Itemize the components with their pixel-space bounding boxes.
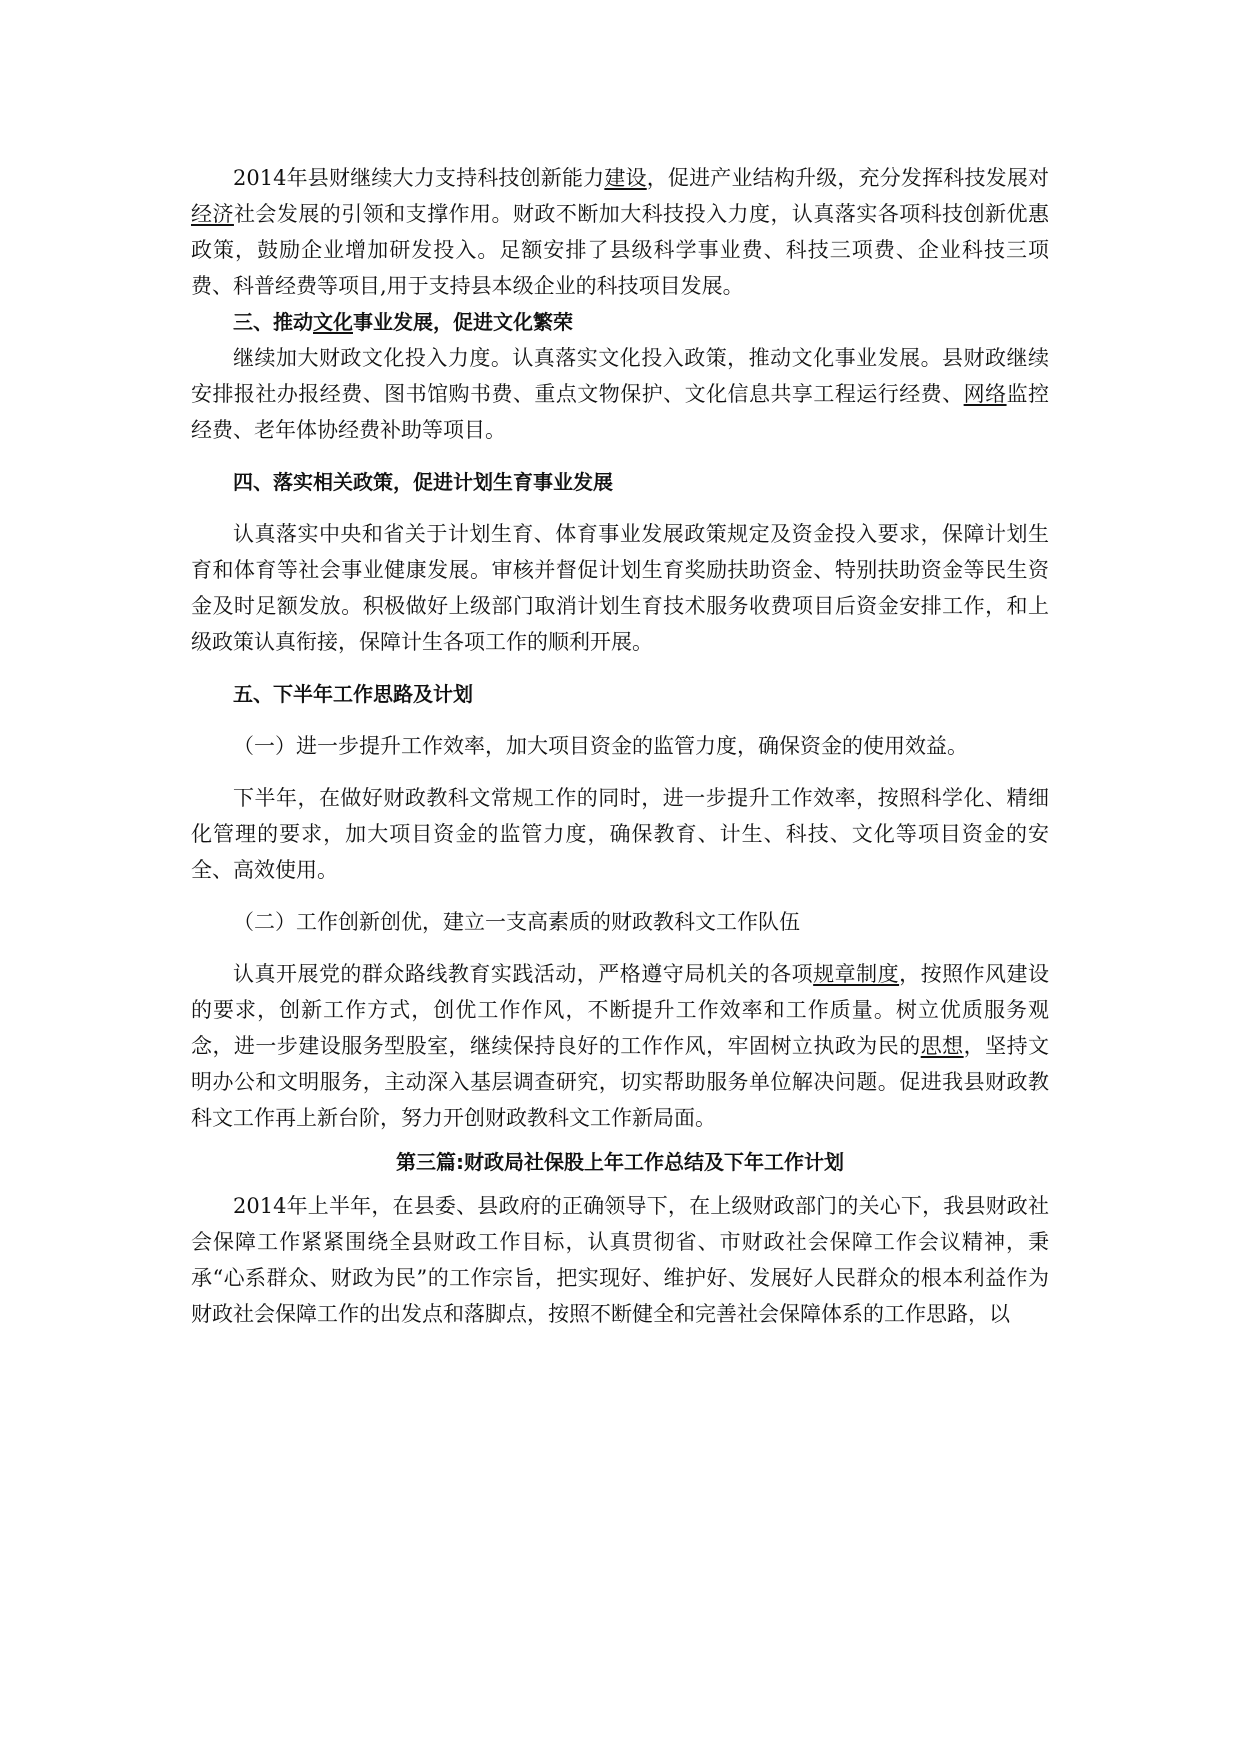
text-run: ，按照作风建设的要求，创新工作方式，创优工作作风，不断提升工作效率和工作质量。树立优质服务观念，进一步建设服务型股室，继续保持良好的工作作风，牢固树立执政为民的: [191, 962, 1050, 1058]
paragraph-efficiency: 下半年，在做好财政教科文常规工作的同时，进一步提升工作效率，按照科学化、精细化管理的要求，加大项目资金的监管力度，确保教育、计生、科技、文化等项目资金的安全、高效使用。: [191, 786, 1049, 882]
text-run: 三、推动: [233, 310, 313, 334]
text-run: 继续加大财政文化投入力度。认真落实文化投入政策，推动文化事业发展。县财政继续安排报社办报经费、图书馆购书费、重点文物保护、文化信息共享工程运行经费、: [191, 346, 1049, 406]
text-run: 事业发展，促进文化繁荣: [353, 310, 573, 334]
paragraph-social-security-intro: 2014年上半年，在县委、县政府的正确领导下，在上级财政部门的关心下，我县财政社会保障工作紧紧围绕全县财政工作目标，认真贯彻省、市财政社会保障工作会议精神，秉承“心系群众、财政为民”的工作宗旨，把实现好、维护好、发展好人民群众的根本利益作为财政社会保障工作的出发点和落脚点，按照不断健全和完善社会保障体系的工作思路，以: [191, 1194, 1049, 1326]
section-heading-second-half-plan: 五、下半年工作思路及计划: [233, 682, 473, 706]
subheading-efficiency: （一）进一步提升工作效率，加大项目资金的监管力度，确保资金的使用效益。: [233, 734, 968, 758]
underlined-keyword-link[interactable]: 建设: [604, 166, 647, 190]
underlined-keyword-link[interactable]: 经济: [191, 202, 234, 226]
underlined-keyword-link[interactable]: 网络: [963, 382, 1007, 406]
section-heading-family-planning: 四、落实相关政策，促进计划生育事业发展: [233, 470, 613, 494]
underlined-keyword-link[interactable]: 思想: [920, 1034, 964, 1058]
paragraph-family-planning: 认真落实中央和省关于计划生育、体育事业发展政策规定及资金投入要求，保障计划生育和体育等社会事业健康发展。审核并督促计划生育奖励扶助资金、特别扶助资金等民生资金及时足额发放。积极做好上级部门取消计划生育技术服务收费项目后资金安排工作，和上级政策认真衔接，保障计生各项工作的顺利开展。: [191, 522, 1049, 654]
text-run: 2014年县财继续大力支持科技创新能力: [233, 166, 605, 190]
text-run: 社会发展的引领和支撑作用。财政不断加大科技投入力度，认真落实各项科技创新优惠政策，鼓励企业增加研发投入。足额安排了县级科学事业费、科技三项费、企业科技三项费、科普经费等项目,用于支持县本级企业的科技项目发展。: [191, 202, 1050, 298]
text-run: 认真开展党的群众路线教育实践活动，严格遵守局机关的各项: [233, 962, 814, 986]
paragraph-culture-funding: [191, 340, 1049, 448]
article-title-part-three: 第三篇:财政局社保股上年工作总结及下年工作计划: [396, 1150, 844, 1174]
section-heading-culture: [191, 304, 1049, 340]
paragraph-innovation: [191, 956, 1049, 1136]
text-run: ，坚持文明办公和文明服务，主动深入基层调查研究，切实帮助服务单位解决问题。促进我县财政教科文工作再上新台阶，努力开创财政教科文工作新局面。: [191, 1034, 1050, 1130]
text-run: ，促进产业结构升级，充分发挥科技发展对: [646, 166, 1050, 190]
paragraph-science-funding: [191, 160, 1049, 304]
underlined-keyword-link[interactable]: 规章制度: [813, 962, 900, 986]
document-body: [191, 160, 1049, 1332]
subheading-innovation: （二）工作创新创优，建立一支高素质的财政教科文工作队伍: [233, 910, 800, 934]
underlined-keyword-link[interactable]: 文化: [313, 310, 353, 334]
text-run: 监控经费、老年体协经费补助等项目。: [191, 382, 1050, 442]
